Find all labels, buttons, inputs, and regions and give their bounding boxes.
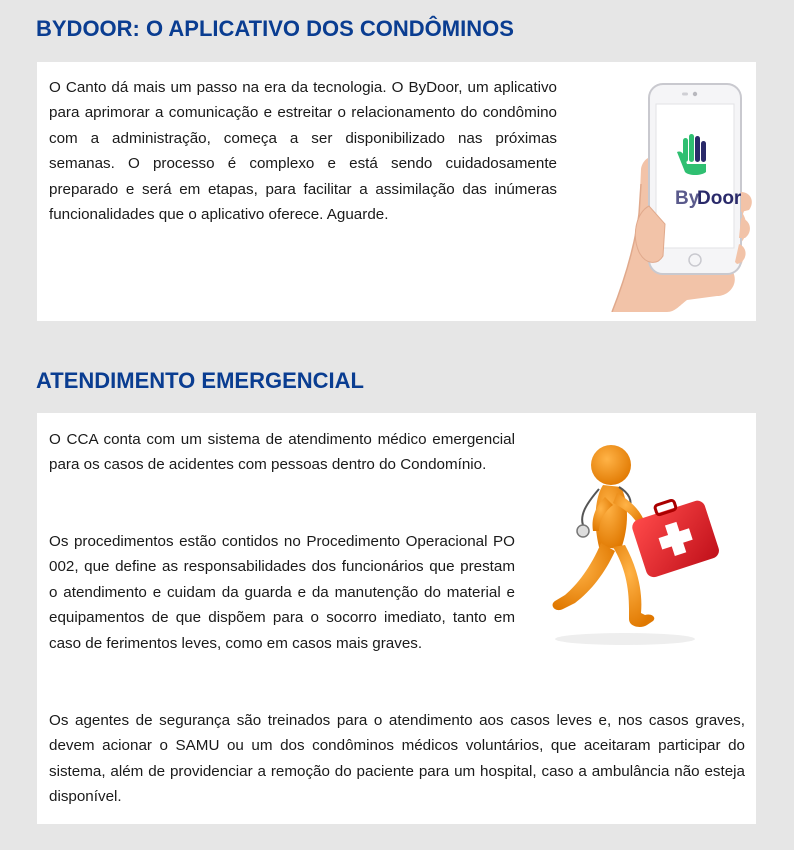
emergency-card — [37, 413, 756, 824]
logo-by: By — [675, 188, 700, 209]
bydoor-card — [37, 62, 756, 321]
emergency-paragraph-2: Os procedimentos estão contidos no Procedimento Operacional PO 002, que define as responsabilidades dos funcionários que prestam o atendimento e cuidam da guarda e da manutenção do material e equipamentos de que dispõem para o socorro imediato, tanto em caso de ferimentos leves, como em casos mais graves. — [49, 533, 515, 652]
emergency-paragraph-3: Os agentes de segurança são treinados para o atendimento aos casos leves e, nos casos graves, devem acionar o SAMU ou um dos condôminos médicos voluntários, que aceitaram participar do sistema, além de providenciar a remoção do paciente para um hospital, caso a ambulância não esteja disponível. — [49, 712, 745, 806]
first-aid-runner-icon — [525, 427, 739, 651]
emergency-paragraph-1: O CCA conta com um sistema de atendimento médico emergencial para os casos de acidentes com pessoas dentro do Condomínio. — [49, 431, 515, 474]
section-title-bydoor: BYDOOR: O APLICATIVO DOS CONDÔMINOS — [36, 16, 514, 41]
bydoor-paragraph: O Canto dá mais um passo na era da tecnologia. O ByDoor, um aplicativo para aprimorar a comunicação e estreitar o relacionamento do condômino com a administração, começa a ser disponibilizado nas próximas semanas. O processo é complexo e está sendo cuidadosamente preparado e será em etapas, para facilitar a assimilação das inúmeras funcionalidades que o aplicativo oferece. Aguarde. — [49, 79, 557, 224]
logo-door: Door — [697, 188, 742, 209]
phone-in-hand-icon — [557, 74, 757, 312]
section-title-emergency: ATENDIMENTO EMERGENCIAL — [36, 368, 364, 393]
